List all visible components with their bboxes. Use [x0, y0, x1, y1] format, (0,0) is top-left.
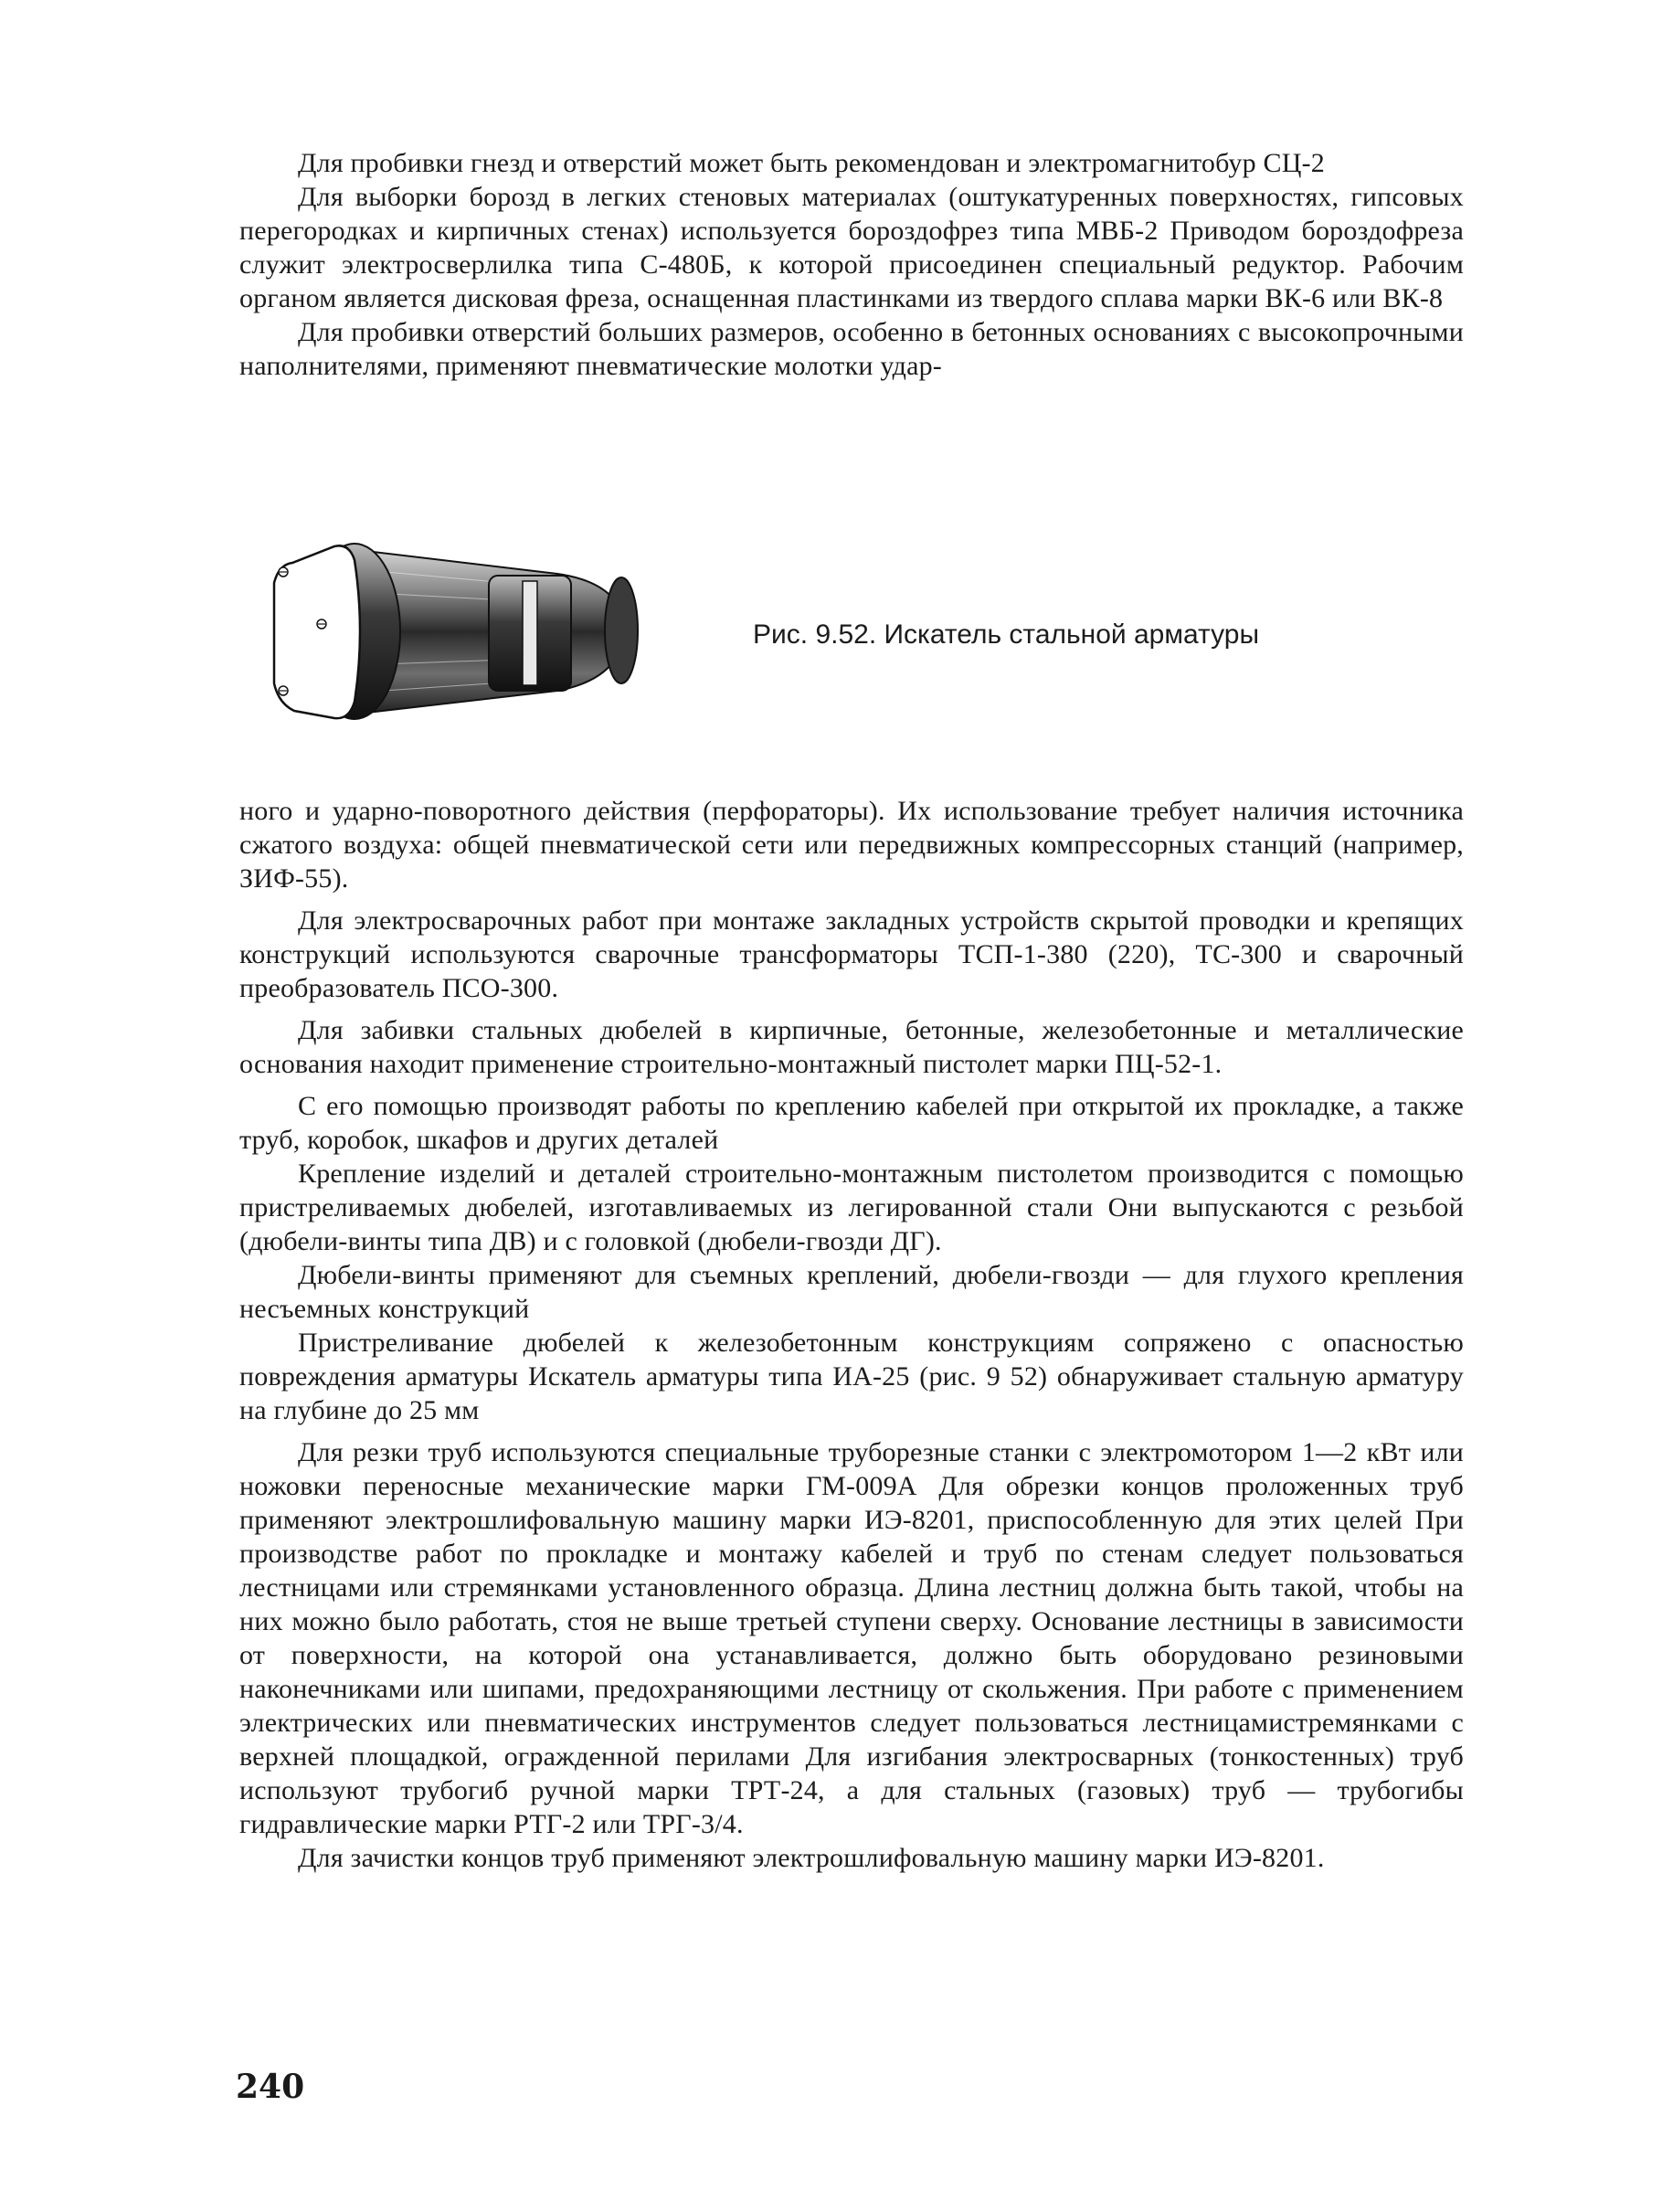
paragraph: С его помощью производят работы по креплению кабелей при открытой их прокладке, а также труб, коробок, шкафов и других деталей [239, 1091, 1464, 1155]
paragraph: Пристреливание дюбелей к железобетонным конструкциям сопряжено с опасностью повреждения арматуры Искатель арматуры типа ИА-25 (рис. 9 52) обнаруживает стальную арматуру на глубине до 25 мм [239, 1328, 1464, 1425]
text-block-top [239, 146, 1464, 383]
page-number: 240 [236, 2068, 305, 2106]
rebar-detector-drawing [256, 528, 658, 734]
text-block-bottom [239, 794, 1464, 1875]
paragraph: Для электросварочных работ при монтаже закладных устройств скрытой проводки и крепящих конструкций используются сварочные трансформаторы ТСП-1-380 (220), ТС-300 и сварочный преобразователь ПСО-300. [239, 905, 1464, 1003]
figure-caption: Рис. 9.52. Искатель стальной арматуры [753, 619, 1260, 650]
paragraph: Дюбели-винты применяют для съемных креплений, дюбели-гвозди — для глухого крепления несъемных конструкций [239, 1260, 1464, 1324]
paragraph: ного и ударно-поворотного действия (перфораторы). Их использование требует наличия источника сжатого воздуха: общей пневматической сети или передвижных компрессорных станций (например, ЗИФ-55). [239, 796, 1464, 894]
paragraph: Для пробивки гнезд и отверстий может быть рекомендован и электромагнитобур СЦ-2 [298, 148, 1325, 178]
paragraph: Для пробивки отверстий больших размеров, особенно в бетонных основаниях с высокопрочными наполнителями, применяют пневматические молотки удар- [239, 317, 1464, 381]
rebar-detector-illustration [256, 528, 658, 734]
paragraph: Для зачистки концов труб применяют электрошлифовальную машину марки ИЭ-8201. [298, 1843, 1325, 1873]
paragraph: Для выборки борозд в легких стеновых материалах (оштукатуренных поверхностях, гипсовых перегородках и кирпичных стенах) используется бороздофрез типа МВБ-2 Приводом бороздофреза служит электросверлилка типа С-480Б, к которой присоединен специальный редуктор. Рабочим органом является дисковая фреза, оснащенная пластинками из твердого сплава марки ВК-6 или ВК-8 [239, 182, 1464, 313]
paragraph: Для резки труб используются специальные труборезные станки с электромотором 1—2 кВт или ножовки переносные механические марки ГМ-009А Для обрезки концов проложенных труб применяют электрошлифовальную машину марки ИЭ-8201, приспособленную для этих целей При производстве работ по прокладке и монтажу кабелей и труб по стенам следует пользоваться лестницами или стремянками установленного образца. Длина лестниц должна быть такой, чтобы на них можно было работать, стоя не выше третьей ступени сверху. Основание лестницы в зависимости от поверхности, на которой она устанавливается, должно быть оборудовано резиновыми наконечниками или шипами, предохраняющими лестницу от скольжения. При работе с применением электрических или пневматических инструментов следует пользоваться лестницамистремянками с верхней площадкой, огражденной перилами Для изгибания электросварных (тонкостенных) труб используют трубогиб ручной марки ТРТ-24, а для стальных (газовых) труб — трубогибы гидравлические марки РТГ-2 или ТРГ-3/4. [239, 1437, 1464, 1839]
paragraph: Крепление изделий и деталей строительно-монтажным пистолетом производится с помощью пристреливаемых дюбелей, изготавливаемых из легированной стали Они выпускаются с резьбой (дюбели-винты типа ДВ) и с головкой (дюбели-гвозди ДГ). [239, 1159, 1464, 1256]
paragraph: Для забивки стальных дюбелей в кирпичные, бетонные, железобетонные и металлические основания находит применение строительно-монтажный пистолет марки ПЦ-52-1. [239, 1015, 1464, 1079]
